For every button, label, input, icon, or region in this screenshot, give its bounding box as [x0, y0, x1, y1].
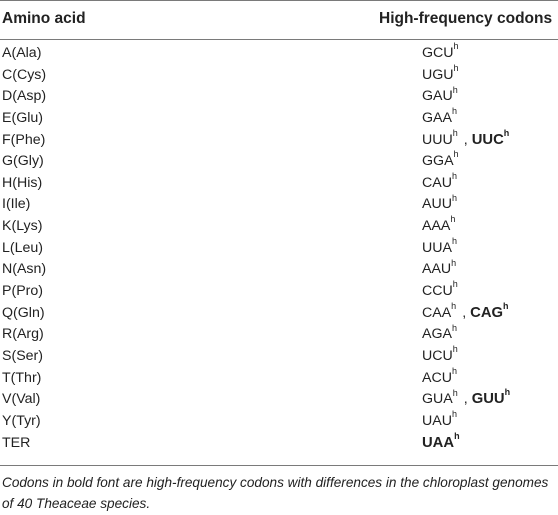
- amino-acid-cell: V(Val): [2, 391, 41, 408]
- amino-acid-cell: A(Ala): [2, 45, 42, 61]
- table-row: [0, 430, 558, 455]
- codon-superscript: h: [453, 62, 459, 73]
- codon-text: CAA: [422, 304, 452, 321]
- codons-cell: [422, 192, 457, 213]
- codon-superscript: h: [451, 236, 457, 247]
- codon-text: UUU: [422, 131, 453, 148]
- codons-cell: [422, 106, 457, 126]
- codons-cell: [422, 214, 456, 235]
- table-row: [0, 62, 558, 87]
- codons-cell: [422, 257, 457, 278]
- codon-bold: [470, 300, 509, 321]
- amino-acid-cell: L(Leu): [2, 239, 44, 256]
- codon: [422, 409, 457, 429]
- table-row: [0, 173, 558, 195]
- amino-acid-cell: R(Arg): [2, 326, 44, 343]
- codon-text: UUA: [422, 239, 452, 256]
- codon-text: ACU: [422, 369, 452, 386]
- table-row: [0, 86, 558, 108]
- codon-superscript: h: [454, 430, 460, 441]
- amino-acid-cell: S(Ser): [2, 347, 43, 364]
- codon-text: GUA: [422, 391, 453, 408]
- table-row: [0, 238, 558, 260]
- codons-cell: [422, 365, 457, 386]
- codon-superscript: h: [451, 409, 457, 420]
- codon-text: GAU: [422, 88, 453, 105]
- amino-acid-cell: K(Lys): [2, 218, 43, 235]
- table-row: [0, 346, 558, 368]
- codon-bold: [422, 430, 460, 451]
- codon: [422, 236, 457, 256]
- codon-superscript: h: [453, 149, 459, 160]
- table-row: [0, 216, 558, 238]
- amino-acid-cell: Q(Gln): [2, 304, 45, 321]
- amino-acid-cell: E(Glu): [2, 109, 43, 126]
- codon-superscript: h: [503, 127, 510, 138]
- table-row: [0, 194, 558, 216]
- codon-text: UUC: [471, 131, 504, 148]
- codon-text: GGA: [422, 153, 454, 170]
- codon-separator: ,: [463, 131, 468, 148]
- codon: [422, 62, 459, 83]
- codon-text: CAU: [422, 174, 452, 191]
- table-row: [0, 411, 558, 433]
- amino-acid-cell: TER: [2, 434, 31, 451]
- codon: [422, 257, 457, 278]
- codon-superscript: h: [452, 84, 458, 95]
- codon-superscript: h: [451, 365, 457, 376]
- codon-text: AAU: [422, 261, 452, 278]
- codons-cell: [422, 127, 510, 148]
- table-footnote: Codons in bold font are high-frequency codons with differences in the chloroplast genomes of 40 Theaceae species.: [2, 475, 549, 511]
- table-header: [0, 0, 558, 39]
- codon: [422, 387, 458, 408]
- codon-superscript: h: [450, 214, 456, 225]
- amino-acid-cell: I(Ile): [2, 196, 31, 213]
- codon-text: GUU: [471, 391, 505, 408]
- codon-superscript: h: [451, 322, 457, 333]
- codons-cell: [422, 171, 457, 191]
- codon-text: AGA: [422, 326, 452, 343]
- codons-cell: [422, 387, 511, 408]
- codon-superscript: h: [452, 279, 458, 290]
- codons-cell: [422, 149, 459, 170]
- codon: [422, 149, 459, 170]
- codons-cell: [422, 279, 458, 300]
- codon-text: UCU: [422, 347, 453, 364]
- codon: [422, 171, 457, 191]
- amino-acid-cell: H(His): [2, 174, 43, 191]
- table-row: [0, 259, 558, 281]
- codons-cell: [422, 84, 458, 105]
- table-row: [0, 324, 558, 346]
- codon-superscript: h: [504, 387, 511, 398]
- codons-cell: [422, 430, 460, 451]
- amino-acid-cell: T(Thr): [2, 369, 42, 386]
- codon-superscript: h: [453, 41, 459, 52]
- codon-separator: ,: [463, 391, 468, 408]
- codon-superscript: h: [451, 171, 457, 182]
- header-high-frequency-codons: High-frequency codons: [379, 10, 553, 27]
- codon: [422, 214, 456, 235]
- codons-cell: [422, 344, 458, 364]
- amino-acid-cell: N(Asn): [2, 261, 47, 278]
- table-row: [0, 108, 558, 130]
- table-row: [0, 281, 558, 303]
- codon: [422, 300, 457, 321]
- amino-acid-cell: C(Cys): [2, 66, 47, 83]
- codon-superscript: h: [452, 127, 458, 138]
- codons-cell: [422, 322, 457, 343]
- codon-separator: ,: [462, 304, 467, 321]
- codons-cell: [422, 300, 509, 321]
- codon: [422, 322, 457, 343]
- codon-superscript: h: [451, 106, 457, 117]
- codon: [422, 279, 458, 300]
- codon: [422, 84, 458, 105]
- codons-cell: [422, 236, 457, 256]
- table-row: [0, 127, 558, 152]
- codon-text: AAA: [422, 218, 451, 235]
- amino-acid-cell: P(Pro): [2, 283, 43, 300]
- codon-text: UAA: [422, 434, 455, 451]
- codon-bold: [471, 127, 510, 148]
- codon-text: CAG: [470, 304, 504, 321]
- table-header-rule: [0, 39, 558, 40]
- codon-text: CCU: [422, 283, 453, 300]
- codons-cell: [422, 62, 459, 83]
- codon-text: GCU: [422, 45, 454, 61]
- codon-text: AUU: [422, 196, 452, 213]
- table-row: [0, 365, 558, 390]
- codon: [422, 41, 459, 61]
- codon: [422, 106, 457, 126]
- codon-superscript: h: [452, 344, 458, 355]
- table-body: [0, 43, 558, 454]
- codon-superscript: h: [451, 192, 457, 203]
- table-row: [0, 43, 558, 65]
- codon-text: UGU: [422, 66, 454, 83]
- header-amino-acid: Amino acid: [2, 10, 86, 27]
- codon-superscript: h: [451, 257, 457, 268]
- table-row: [0, 151, 558, 173]
- codon-superscript: h: [451, 300, 457, 311]
- codons-cell: [422, 409, 457, 429]
- codon: [422, 127, 458, 148]
- amino-acid-cell: D(Asp): [2, 88, 47, 105]
- amino-acid-cell: F(Phe): [2, 131, 46, 148]
- codon-superscript: h: [452, 387, 458, 398]
- amino-acid-cell: Y(Tyr): [2, 412, 41, 429]
- table-bottom-rule: [0, 465, 558, 466]
- codons-cell: [422, 41, 459, 61]
- codon: [422, 192, 457, 213]
- codon-bold: [471, 387, 511, 408]
- codon: [422, 365, 457, 386]
- table-row: [0, 300, 558, 325]
- amino-acid-cell: G(Gly): [2, 153, 44, 170]
- codon-superscript: h: [503, 300, 509, 311]
- table-row: [0, 389, 558, 411]
- codon: [422, 344, 458, 364]
- codon-text: GAA: [422, 109, 452, 126]
- codon-text: UAU: [422, 412, 452, 429]
